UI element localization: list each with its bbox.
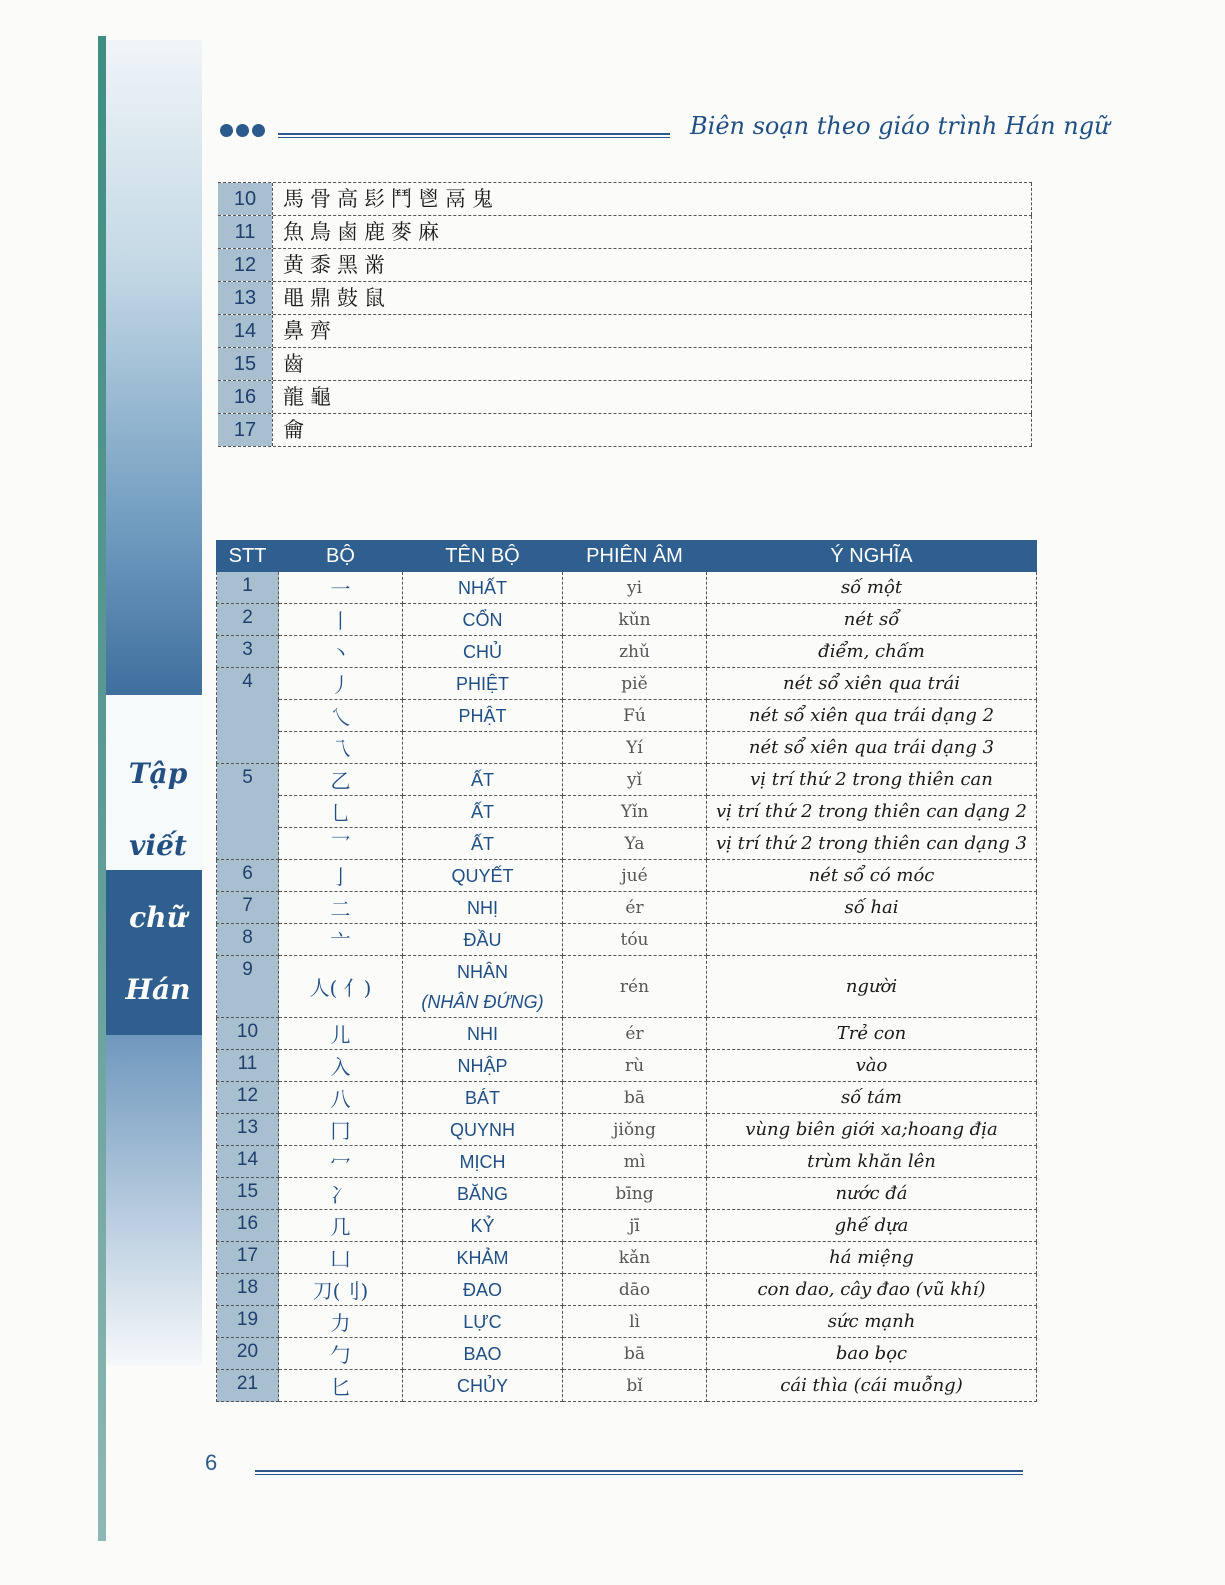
cell-meaning: số hai	[707, 892, 1037, 924]
dot-icon	[236, 124, 249, 137]
sidebar-word: Tập	[128, 757, 188, 790]
cell-radical-name: ẤT	[403, 764, 563, 796]
cell-radical-name: NHI	[403, 1018, 563, 1050]
side-band-fade	[106, 1035, 202, 1365]
cell-radical-name	[403, 956, 563, 1018]
cell-stt: 21	[217, 1370, 279, 1402]
header-bo: BỘ	[279, 541, 403, 572]
cell-meaning: nét sổ xiên qua trái	[707, 668, 1037, 700]
cell-radical-name: CHỦ	[403, 636, 563, 668]
cell-pinyin: bā	[563, 1338, 707, 1370]
list-item-radicals: 龍龜	[272, 381, 1032, 413]
cell-pinyin: dāo	[563, 1274, 707, 1306]
header-ten-bo: TÊN BỘ	[403, 541, 563, 572]
cell-pinyin: zhǔ	[563, 636, 707, 668]
cell-radical-name: CHỦY	[403, 1370, 563, 1402]
cell-radical: 丶	[279, 636, 403, 668]
cell-radical-name: NHẬP	[403, 1050, 563, 1082]
cell-meaning: ghế dựa	[707, 1210, 1037, 1242]
table-row	[217, 1050, 1037, 1082]
cell-pinyin: piě	[563, 668, 707, 700]
table-row	[217, 668, 1037, 700]
cell-radical: 冂	[279, 1114, 403, 1146]
cell-radical-name: QUYNH	[403, 1114, 563, 1146]
cell-stt: 2	[217, 604, 279, 636]
cell-meaning: sức mạnh	[707, 1306, 1037, 1338]
cell-meaning: số một	[707, 572, 1037, 604]
list-item-number: 14	[218, 315, 272, 347]
table-row	[217, 700, 1037, 732]
cell-meaning: cái thìa (cái muỗng)	[707, 1370, 1037, 1402]
cell-pinyin: jué	[563, 860, 707, 892]
cell-meaning: Trẻ con	[707, 1018, 1037, 1050]
cell-radical: 几	[279, 1210, 403, 1242]
cell-pinyin: lì	[563, 1306, 707, 1338]
cell-meaning	[707, 924, 1037, 956]
cell-radical: 一	[279, 572, 403, 604]
cell-pinyin: rén	[563, 956, 707, 1018]
cell-meaning: số tám	[707, 1082, 1037, 1114]
cell-pinyin: rù	[563, 1050, 707, 1082]
cell-radical: 冫	[279, 1178, 403, 1210]
cell-pinyin: bǐ	[563, 1370, 707, 1402]
cell-radical: 人( 亻)	[279, 956, 403, 1018]
list-item	[218, 216, 1032, 249]
table-row	[217, 956, 1037, 1018]
cell-stt: 11	[217, 1050, 279, 1082]
list-item	[218, 414, 1032, 447]
cell-radical-name: CỔN	[403, 604, 563, 636]
cell-radical: 丨	[279, 604, 403, 636]
page-edge	[98, 36, 106, 1541]
running-head: Biên soạn theo giáo trình Hán ngữ	[690, 112, 1110, 140]
cell-radical: 儿	[279, 1018, 403, 1050]
table-row	[217, 1370, 1037, 1402]
cell-meaning: vùng biên giới xa;hoang địa	[707, 1114, 1037, 1146]
table-row	[217, 572, 1037, 604]
list-item-number: 13	[218, 282, 272, 314]
cell-stt: 16	[217, 1210, 279, 1242]
dot-icon	[252, 124, 265, 137]
cell-radical-name: ĐẦU	[403, 924, 563, 956]
cell-meaning: há miệng	[707, 1242, 1037, 1274]
cell-radical: 丿	[279, 668, 403, 700]
list-item-radicals: 龠	[272, 414, 1032, 446]
cell-radical: 八	[279, 1082, 403, 1114]
table-row	[217, 924, 1037, 956]
list-item	[218, 315, 1032, 348]
header-dots	[220, 124, 265, 137]
cell-meaning: vị trí thứ 2 trong thiên can	[707, 764, 1037, 796]
table-row	[217, 1274, 1037, 1306]
list-item-radicals: 鼻齊	[272, 315, 1032, 347]
cell-stt: 13	[217, 1114, 279, 1146]
cell-stt: 17	[217, 1242, 279, 1274]
table-row	[217, 764, 1037, 796]
cell-radical: 乙	[279, 764, 403, 796]
cell-stt: 7	[217, 892, 279, 924]
cell-radical-name: PHIỆT	[403, 668, 563, 700]
cell-radical-name: KHẢM	[403, 1242, 563, 1274]
cell-meaning: nét sổ xiên qua trái dạng 3	[707, 732, 1037, 764]
cell-pinyin: ér	[563, 1018, 707, 1050]
cell-radical: 力	[279, 1306, 403, 1338]
cell-pinyin: jiǒng	[563, 1114, 707, 1146]
cell-stt: 1	[217, 572, 279, 604]
list-item-number: 16	[218, 381, 272, 413]
table-row	[217, 796, 1037, 828]
table-row	[217, 860, 1037, 892]
list-item-number: 17	[218, 414, 272, 446]
cell-stt: 20	[217, 1338, 279, 1370]
table-row	[217, 892, 1037, 924]
cell-radical: 乚	[279, 796, 403, 828]
footer-rule	[255, 1470, 1023, 1475]
cell-meaning: trùm khăn lên	[707, 1146, 1037, 1178]
cell-radical-name: ĐAO	[403, 1274, 563, 1306]
cell-pinyin: yǐ	[563, 764, 707, 796]
header-phien-am: PHIÊN ÂM	[563, 541, 707, 572]
table-row	[217, 1242, 1037, 1274]
table-row	[217, 1306, 1037, 1338]
cell-stt: 19	[217, 1306, 279, 1338]
list-item-number: 10	[218, 183, 272, 215]
cell-radical: 乀	[279, 700, 403, 732]
cell-radical-name	[403, 732, 563, 764]
table-row	[217, 1146, 1037, 1178]
cell-radical-name: KỶ	[403, 1210, 563, 1242]
cell-radical: 乛	[279, 828, 403, 860]
cell-radical-name: BÁT	[403, 1082, 563, 1114]
cell-radical-name: QUYẾT	[403, 860, 563, 892]
header-stt: STT	[217, 541, 279, 572]
radical-table	[216, 540, 1037, 1402]
cell-radical: 入	[279, 1050, 403, 1082]
cell-meaning: bao bọc	[707, 1338, 1037, 1370]
cell-stt: 4	[217, 668, 279, 764]
sidebar-word: chữ	[129, 901, 187, 934]
table-row	[217, 604, 1037, 636]
cell-pinyin: kǎn	[563, 1242, 707, 1274]
cell-meaning: vào	[707, 1050, 1037, 1082]
cell-meaning: điểm, chấm	[707, 636, 1037, 668]
table-row	[217, 1082, 1037, 1114]
cell-stt: 8	[217, 924, 279, 956]
list-item	[218, 381, 1032, 414]
cell-pinyin: bīng	[563, 1178, 707, 1210]
stroke-count-list	[218, 182, 1032, 447]
cell-radical-name: MỊCH	[403, 1146, 563, 1178]
radical-name-alt: (NHÂN ĐỨNG)	[421, 991, 544, 1012]
dot-icon	[220, 124, 233, 137]
cell-meaning: người	[707, 956, 1037, 1018]
list-item-radicals: 黽鼎鼓鼠	[272, 282, 1032, 314]
page-number: 6	[205, 1450, 218, 1475]
cell-radical: 勹	[279, 1338, 403, 1370]
list-item	[218, 249, 1032, 282]
cell-pinyin: ér	[563, 892, 707, 924]
cell-pinyin: bā	[563, 1082, 707, 1114]
cell-meaning: nước đá	[707, 1178, 1037, 1210]
cell-radical-name: ẤT	[403, 828, 563, 860]
cell-stt: 10	[217, 1018, 279, 1050]
cell-radical: 匕	[279, 1370, 403, 1402]
cell-radical: 乁	[279, 732, 403, 764]
cell-pinyin: Yí	[563, 732, 707, 764]
cell-pinyin: Fú	[563, 700, 707, 732]
table-row	[217, 732, 1037, 764]
cell-meaning: nét sổ	[707, 604, 1037, 636]
list-item-radicals: 魚鳥鹵鹿麥麻	[272, 216, 1032, 248]
cell-meaning: vị trí thứ 2 trong thiên can dạng 3	[707, 828, 1037, 860]
cell-radical-name: ẤT	[403, 796, 563, 828]
cell-stt: 9	[217, 956, 279, 1018]
cell-stt: 6	[217, 860, 279, 892]
cell-meaning: vị trí thứ 2 trong thiên can dạng 2	[707, 796, 1037, 828]
side-band	[106, 40, 202, 695]
table-header-row	[217, 541, 1037, 572]
cell-stt: 3	[217, 636, 279, 668]
cell-radical: 冖	[279, 1146, 403, 1178]
table-row	[217, 1178, 1037, 1210]
table-row	[217, 828, 1037, 860]
cell-pinyin: tóu	[563, 924, 707, 956]
table-row	[217, 1114, 1037, 1146]
cell-meaning: nét sổ có móc	[707, 860, 1037, 892]
cell-radical-name: NHẤT	[403, 572, 563, 604]
cell-pinyin: yi	[563, 572, 707, 604]
list-item	[218, 182, 1032, 216]
list-item-radicals: 馬骨高髟鬥鬯鬲鬼	[272, 183, 1032, 215]
list-item-number: 15	[218, 348, 272, 380]
cell-radical-name: BAO	[403, 1338, 563, 1370]
cell-stt: 15	[217, 1178, 279, 1210]
cell-pinyin: mì	[563, 1146, 707, 1178]
cell-radical: 凵	[279, 1242, 403, 1274]
sidebar-word: viết	[129, 829, 187, 862]
cell-radical: 二	[279, 892, 403, 924]
cell-pinyin: Yǐn	[563, 796, 707, 828]
radical-name-main: NHÂN	[456, 961, 508, 982]
table-row	[217, 1210, 1037, 1242]
header-rule	[278, 133, 670, 138]
cell-pinyin: jī	[563, 1210, 707, 1242]
cell-stt: 18	[217, 1274, 279, 1306]
cell-pinyin: kǔn	[563, 604, 707, 636]
cell-radical-name: LỰC	[403, 1306, 563, 1338]
table-row	[217, 1018, 1037, 1050]
cell-radical-name: BĂNG	[403, 1178, 563, 1210]
cell-radical-name: PHẬT	[403, 700, 563, 732]
list-item-radicals: 齒	[272, 348, 1032, 380]
table-row	[217, 636, 1037, 668]
cell-radical-name: NHỊ	[403, 892, 563, 924]
cell-radical: 亅	[279, 860, 403, 892]
table-row	[217, 1338, 1037, 1370]
cell-meaning: con dao, cây đao (vũ khí)	[707, 1274, 1037, 1306]
cell-radical: 刀(刂)	[279, 1274, 403, 1306]
list-item-number: 11	[218, 216, 272, 248]
sidebar-book-title	[118, 738, 198, 1026]
list-item-radicals: 黄黍黑黹	[272, 249, 1032, 281]
header-y-nghia: Ý NGHĨA	[707, 541, 1037, 572]
cell-stt: 14	[217, 1146, 279, 1178]
list-item-number: 12	[218, 249, 272, 281]
cell-pinyin: Ya	[563, 828, 707, 860]
cell-stt: 12	[217, 1082, 279, 1114]
list-item	[218, 282, 1032, 315]
list-item	[218, 348, 1032, 381]
cell-stt: 5	[217, 764, 279, 860]
cell-radical: 亠	[279, 924, 403, 956]
cell-meaning: nét sổ xiên qua trái dạng 2	[707, 700, 1037, 732]
sidebar-word: Hán	[125, 973, 191, 1006]
